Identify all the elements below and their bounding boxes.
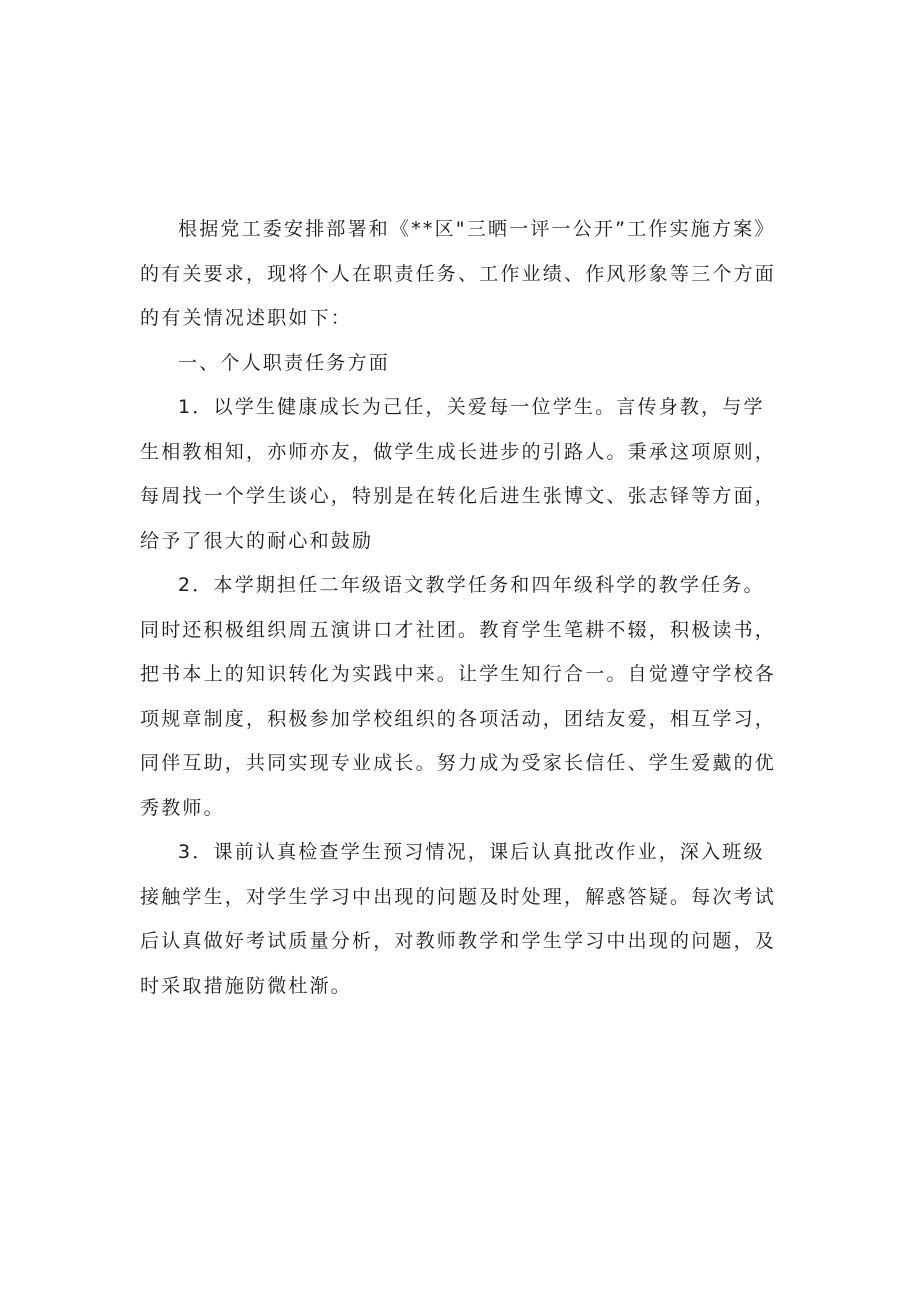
item2-line: 项规章制度，积极参加学校组织的各项活动，团结友爱，相互学习， [140,707,777,730]
item3-line: 时采取措施防微杜渐。 [140,974,353,997]
item1-line: 1．以学生健康成长为己任，关爱每一位学生。言传身教，与学 [178,396,765,418]
item3-line: 后认真做好考试质量分析，对教师教学和学生学习中出现的问题，及 [140,930,777,952]
item2-line: 秀教师。 [140,796,225,819]
item1-line: 每周找一个学生谈心，特别是在转化后进生张博文、张志铎等方面， [140,485,777,507]
intro-paragraph [140,207,788,341]
item3-line: 3．课前认真检查学生预习情况，课后认真批改作业，深入班级 [178,841,765,863]
list-item-2 [140,563,788,830]
list-item-1 [140,385,788,563]
document-body [140,207,788,1008]
item1-line: 生相教相知，亦师亦友，做学生成长进步的引路人。秉承这项原则， [140,440,777,463]
item3-line: 接触学生，对学生学习中出现的问题及时处理，解惑答疑。每次考试 [140,885,777,908]
section1-heading: 一、个人职责任务方面 [178,351,391,374]
list-item-3 [140,830,788,1008]
intro-line: 的有关情况述职如下： [140,307,353,329]
item1-line: 给予了很大的耐心和鼓励 [140,529,374,552]
intro-line: 根据党工委安排部署和《**区"三晒一评一公开”工作实施方案》 [178,218,776,240]
intro-line: 的有关要求，现将个人在职责任务、工作业绩、作风形象等三个方面 [140,262,777,285]
item2-line: 把书本上的知识转化为实践中来。让学生知行合一。自觉遵守学校各 [140,663,777,685]
section-heading [140,341,788,386]
item2-line: 同伴互助，共同实现专业成长。努力成为受家长信任、学生爱戴的优 [140,752,777,774]
item2-line: 2．本学期担任二年级语文教学任务和四年级科学的教学任务。 [178,574,765,596]
item2-line: 同时还积极组织周五演讲口才社团。教育学生笔耕不辍，积极读书， [140,618,777,641]
